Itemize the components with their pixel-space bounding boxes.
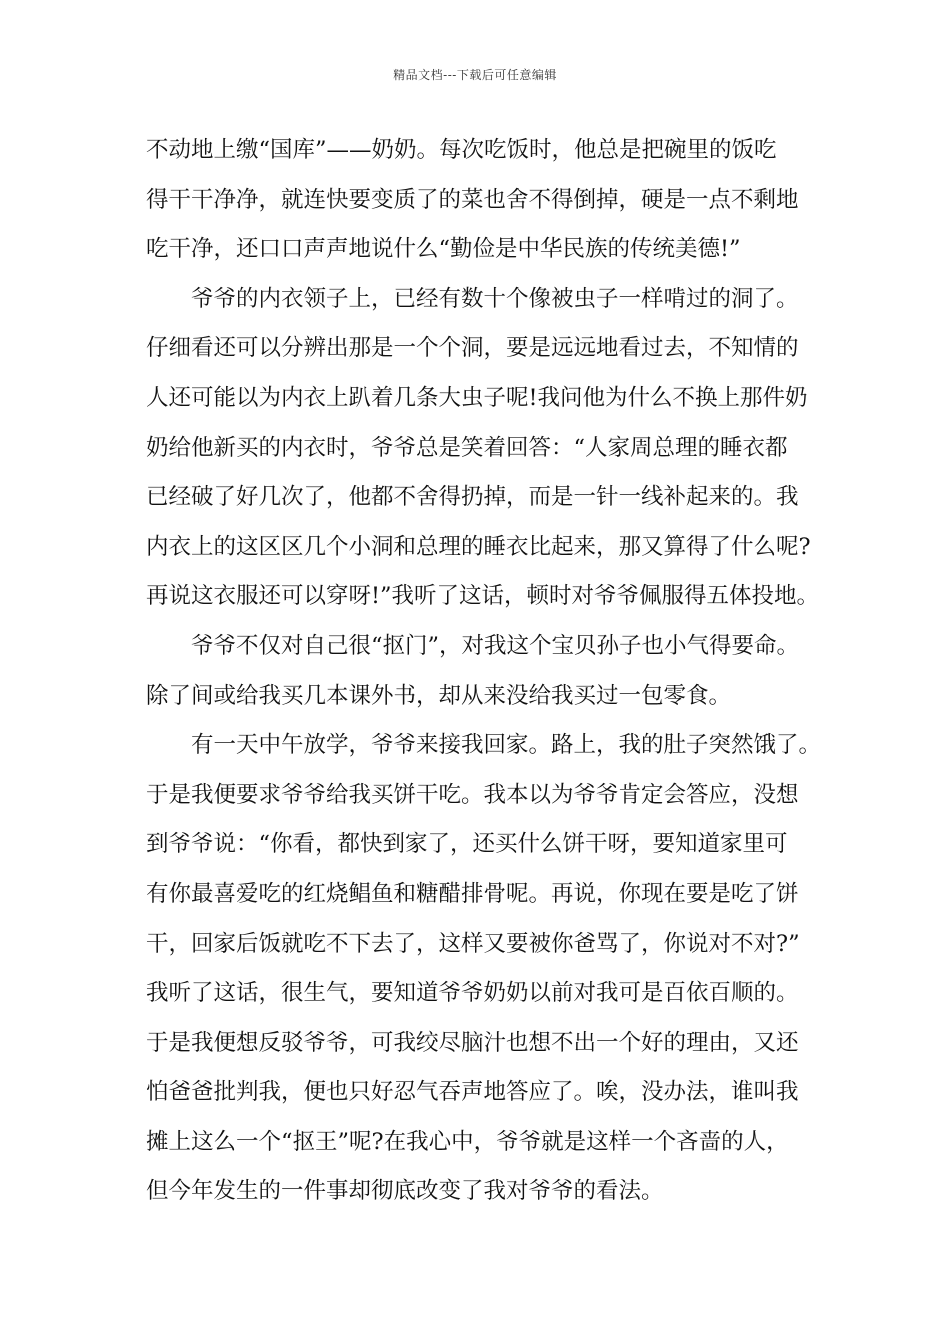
text-line: 得干干净净，就连快要变质了的菜也舍不得倒掉，硬是一点不剩地 [146,186,799,213]
text-line: 再说这衣服还可以穿呀!”我听了这话，顿时对爷爷佩服得五体投地。 [146,583,820,610]
text-line: 不动地上缴“国库”——奶奶。每次吃饭时，他总是把碗里的饭吃 [146,137,777,163]
text-line: 摊上这么一个“抠王”呢?在我心中，爷爷就是这样一个吝啬的人， [146,1128,789,1155]
text-line: 内衣上的这区区几个小洞和总理的睡衣比起来，那又算得了什么呢? [146,533,811,560]
text-line: 仔细看还可以分辨出那是一个个洞，要是远远地看过去，不知情的 [146,335,799,362]
text-line: 除了间或给我买几本课外书，却从来没给我买过一包零食。 [146,682,732,709]
text-line: 怕爸爸批判我，便也只好忍气吞声地答应了。唉，没办法，谁叫我 [146,1079,799,1106]
text-line: 干，回家后饭就吃不下去了，这样又要被你爸骂了，你说对不对?” [146,930,800,957]
text-line: 吃干净，还口口声声地说什么“勤俭是中华民族的传统美德!” [146,236,741,263]
text-line: 到爷爷说：“你看，都快到家了，还买什么饼干呀，要知道家里可 [146,831,788,858]
text-line: 但今年发生的一件事却彻底改变了我对爷爷的看法。 [146,1178,664,1205]
text-line: 我听了这话，很生气，要知道爷爷奶奶以前对我可是百依百顺的。 [146,980,799,1007]
paragraph-first-line: 有一天中午放学，爷爷来接我回家。路上，我的肚子突然饿了。 [191,732,822,759]
text-line: 人还可能以为内衣上趴着几条大虫子呢!我问他为什么不换上那件奶 [146,384,808,411]
text-line: 于是我便要求爷爷给我买饼干吃。我本以为爷爷肯定会答应，没想 [146,781,799,808]
paragraph-first-line: 爷爷不仅对自己很“抠门”，对我这个宝贝孙子也小气得要命。 [191,632,800,659]
body-text [146,126,826,1217]
text-line: 奶给他新买的内衣时，爷爷总是笑着回答：“人家周总理的睡衣都 [146,434,788,461]
paragraph-first-line: 爷爷的内衣领子上，已经有数十个像被虫子一样啃过的洞了。 [191,285,799,312]
text-line: 已经破了好几次了，他都不舍得扔掉，而是一针一线补起来的。我 [146,484,799,511]
page-header: 精品文档---下载后可任意编辑 [393,68,557,82]
text-line: 有你最喜爱吃的红烧鲳鱼和糖醋排骨呢。再说，你现在要是吃了饼 [146,880,799,907]
text-line: 于是我便想反驳爷爷，可我绞尽脑汁也想不出一个好的理由，又还 [146,1029,799,1056]
